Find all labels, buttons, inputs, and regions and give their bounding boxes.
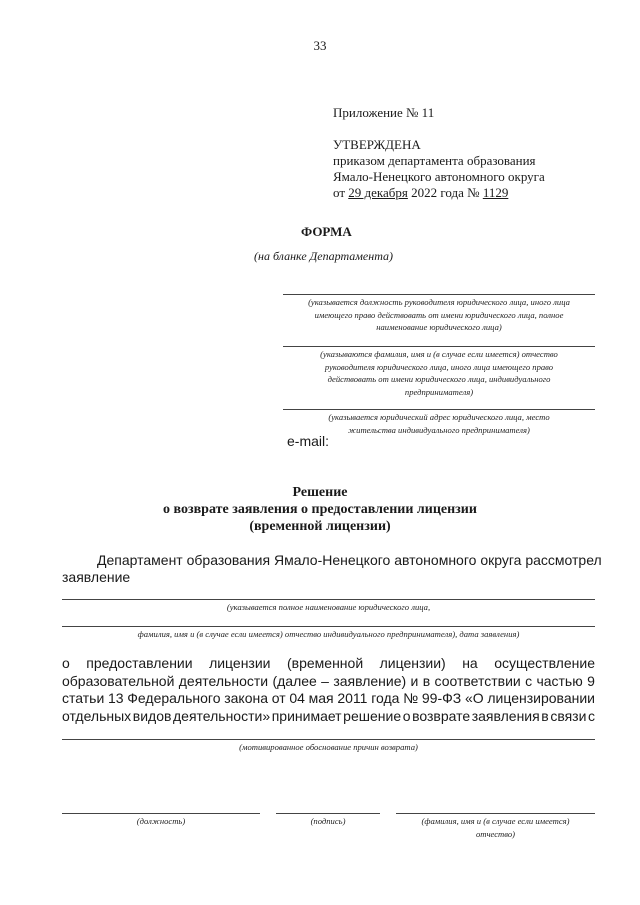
order-number: 1129 bbox=[482, 185, 509, 200]
paragraph-word: на bbox=[462, 655, 478, 671]
signature-position-line bbox=[62, 813, 260, 814]
form-title: ФОРМА bbox=[301, 224, 352, 239]
paragraph-word: осуществление bbox=[494, 655, 595, 671]
paragraph-word: заявление) bbox=[333, 672, 407, 689]
paragraph-word: 13 bbox=[107, 690, 124, 706]
approved-label: УТВЕРЖДЕНА bbox=[333, 137, 421, 152]
addressee-line-2 bbox=[283, 346, 595, 347]
hint-signature-name: (фамилия, имя и (в случае если имеется) отчество) bbox=[421, 816, 570, 839]
hint-applicant-1: (указывается полное наименование юридического лица, bbox=[226, 602, 431, 612]
order-date: 29 декабря bbox=[348, 185, 408, 200]
email-label: e-mail: bbox=[287, 433, 330, 449]
applicant-line-2 bbox=[62, 626, 595, 627]
hint-reason: (мотивированное обоснование причин возврата) bbox=[239, 742, 418, 752]
paragraph-word: (далее bbox=[272, 672, 317, 689]
paragraph-word: года bbox=[371, 690, 400, 706]
paragraph-word: лицензии) bbox=[379, 655, 446, 671]
signature-sign-line bbox=[276, 813, 380, 814]
paragraph-word: мая bbox=[308, 690, 334, 706]
paragraph-word: – bbox=[321, 672, 329, 689]
hint-signature-sign: (подпись) bbox=[310, 816, 346, 826]
intro-line-2: заявление bbox=[62, 569, 131, 585]
order-line-1: приказом департамента образования bbox=[333, 153, 536, 168]
paragraph-word: образовательной bbox=[62, 672, 175, 689]
paragraph-word: с bbox=[588, 707, 595, 724]
paragraph-word: 99-ФЗ bbox=[421, 690, 462, 706]
paragraph-word: 04 bbox=[289, 690, 305, 706]
intro-line-1: Департамент образования Ямало-Ненецкого автономного округа рассмотрел bbox=[97, 552, 602, 568]
signature-name-line bbox=[396, 813, 595, 814]
reason-line bbox=[62, 739, 595, 740]
addressee-line-1 bbox=[283, 294, 595, 295]
paragraph-word: частью bbox=[536, 672, 583, 689]
decision-paragraph bbox=[62, 655, 595, 725]
paragraph-word: о bbox=[62, 655, 70, 671]
paragraph-word: от bbox=[271, 690, 286, 706]
paragraph-word: 2011 bbox=[337, 690, 368, 706]
hint-applicant-2: фамилия, имя и (в случае если имеется) отчество индивидуального предпринимателя), дата заявления) bbox=[137, 629, 520, 639]
paragraph-word: в bbox=[422, 672, 431, 689]
paragraph-word: № bbox=[403, 690, 419, 706]
order-date-line: от 29 декабря 2022 года № 1129 bbox=[333, 185, 509, 200]
paragraph-word: статьи bbox=[62, 690, 105, 706]
paragraph-line-4 bbox=[62, 708, 595, 726]
paragraph-word: принимает bbox=[271, 707, 342, 724]
paragraph-word: связи bbox=[550, 707, 587, 724]
hint-position: (указывается должность руководителя юридического лица, иного лица имеющего право действовать от имени юридического лица, полное наименование юридического лица) bbox=[308, 297, 570, 332]
paragraph-word: заявления bbox=[471, 707, 540, 724]
hint-fullname: (указываются фамилия, имя и (в случае если имеется) отчество руководителя юридического лица, иного лица имеющего право действовать от имени юридического лица, индивидуального предпринимателя) bbox=[320, 349, 558, 397]
paragraph-word: деятельности» bbox=[173, 707, 271, 724]
decision-heading bbox=[0, 484, 640, 535]
paragraph-word: с bbox=[525, 672, 533, 689]
decision-title: Решение bbox=[292, 485, 348, 500]
paragraph-word: 9 bbox=[587, 672, 595, 689]
paragraph-word: отдельных bbox=[62, 707, 132, 724]
appendix-title: Приложение № 11 bbox=[333, 105, 435, 120]
decision-subtitle-2: (временной лицензии) bbox=[249, 519, 391, 534]
form-subtitle: (на бланке Департамента) bbox=[254, 249, 394, 263]
hint-signature-position: (должность) bbox=[136, 816, 186, 826]
paragraph-word: возврате bbox=[412, 707, 471, 724]
hint-address: (указывается юридический адрес юридического лица, место жительства индивидуального предпринимателя) bbox=[328, 412, 550, 435]
paragraph-word: (временной bbox=[286, 655, 364, 671]
paragraph-line-1 bbox=[62, 655, 595, 673]
paragraph-word: лицензировании bbox=[487, 690, 595, 706]
paragraph-word: «О bbox=[464, 690, 484, 706]
paragraph-word: Федерального bbox=[127, 690, 221, 706]
applicant-line-1 bbox=[62, 599, 595, 600]
paragraph-line-2 bbox=[62, 673, 595, 691]
paragraph-word: соответствии bbox=[434, 672, 521, 689]
appendix-block bbox=[333, 105, 545, 201]
page-number: 33 bbox=[313, 38, 327, 53]
addressee-line-3 bbox=[283, 409, 595, 410]
paragraph-word: предоставлении bbox=[86, 655, 193, 671]
paragraph-word: и bbox=[410, 672, 419, 689]
paragraph-word: о bbox=[402, 707, 411, 724]
order-line-2: Ямало-Ненецкого автономного округа bbox=[333, 169, 545, 184]
paragraph-word: решение bbox=[343, 707, 402, 724]
paragraph-word: лицензии bbox=[209, 655, 271, 671]
decision-subtitle-1: о возврате заявления о предоставлении лицензии bbox=[163, 502, 477, 517]
paragraph-word: закона bbox=[224, 690, 269, 706]
paragraph-line-3 bbox=[62, 690, 595, 708]
paragraph-word: в bbox=[541, 707, 549, 724]
paragraph-word: видов bbox=[132, 707, 172, 724]
paragraph-word: деятельности bbox=[178, 672, 269, 689]
